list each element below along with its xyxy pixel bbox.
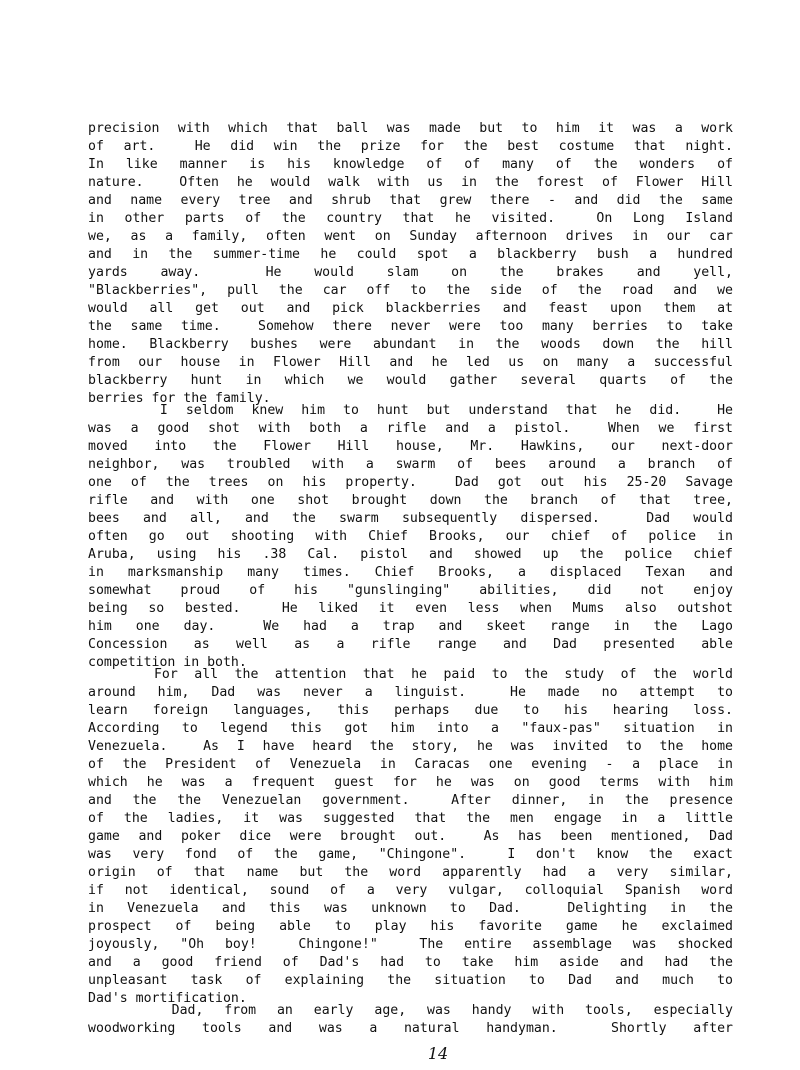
text-line: was a good shot with both a rifle and a pistol. When we first: [88, 421, 733, 436]
text-line: home. Blackberry bushes were abundant in the woods down the hill: [88, 337, 733, 352]
text-line: of the ladies, it was suggested that the men engage in a little: [88, 811, 733, 826]
text-line: of art. He did win the prize for the best costume that night.: [88, 139, 733, 154]
text-line: "Blackberries", pull the car off to the side of the road and we: [88, 283, 733, 298]
text-line: bees and all, and the swarm subsequently dispersed. Dad would: [88, 511, 733, 526]
text-line: Concession as well as a rifle range and Dad presented able: [88, 637, 733, 652]
text-line: in Venezuela and this was unknown to Dad. Delighting in the: [88, 901, 733, 916]
text-line: in marksmanship many times. Chief Brooks, a displaced Texan and: [88, 565, 733, 580]
paragraph-3: [88, 666, 733, 1008]
text-line: Aruba, using his .38 Cal. pistol and showed up the police chief: [88, 547, 733, 562]
text-line: game and poker dice were brought out. As has been mentioned, Dad: [88, 829, 733, 844]
text-line: Venezuela. As I have heard the story, he was invited to the home: [88, 739, 733, 754]
text-line: nature. Often he would walk with us in the forest of Flower Hill: [88, 175, 733, 190]
paragraph-2: [88, 402, 733, 672]
text-line: neighbor, was troubled with a swarm of bees around a branch of: [88, 457, 733, 472]
text-line: was very fond of the game, "Chingone". I don't know the exact: [88, 847, 733, 862]
text-line: berries for the family.: [88, 391, 271, 406]
text-line: somewhat proud of his "gunslinging" abilities, did not enjoy: [88, 583, 733, 598]
text-line: origin of that name but the word apparently had a very similar,: [88, 865, 733, 880]
text-line: For all the attention that he paid to the study of the world: [88, 667, 733, 682]
text-line: blackberry hunt in which we would gather several quarts of the: [88, 373, 733, 388]
text-line: would all get out and pick blackberries and feast upon them at: [88, 301, 733, 316]
text-line: I seldom knew him to hunt but understand that he did. He: [88, 403, 733, 418]
text-line: moved into the Flower Hill house, Mr. Hawkins, our next-door: [88, 439, 733, 454]
text-line: in other parts of the country that he visited. On Long Island: [88, 211, 733, 226]
text-line: often go out shooting with Chief Brooks, our chief of police in: [88, 529, 733, 544]
text-line: rifle and with one shot brought down the branch of that tree,: [88, 493, 733, 508]
text-line: According to legend this got him into a "faux-pas" situation in: [88, 721, 733, 736]
text-line: competition in both.: [88, 655, 247, 670]
text-line: one of the trees on his property. Dad got out his 25-20 Savage: [88, 475, 733, 490]
text-line: woodworking tools and was a natural handyman. Shortly after: [88, 1021, 733, 1036]
text-line: and in the summer-time he could spot a blackberry bush a hundred: [88, 247, 733, 262]
text-line: and the the Venezuelan government. After dinner, in the presence: [88, 793, 733, 808]
text-line: In like manner is his knowledge of of many of the wonders of: [88, 157, 733, 172]
text-line: precision with which that ball was made but to him it was a work: [88, 121, 733, 136]
text-line: Dad, from an early age, was handy with tools, especially: [88, 1003, 733, 1018]
text-line: prospect of being able to play his favorite game he exclaimed: [88, 919, 733, 934]
text-line: around him, Dad was never a linguist. He made no attempt to: [88, 685, 733, 700]
text-line: and a good friend of Dad's had to take him aside and had the: [88, 955, 733, 970]
page-number: 14: [427, 1044, 449, 1063]
text-line: learn foreign languages, this perhaps due to his hearing loss.: [88, 703, 733, 718]
text-line: and name every tree and shrub that grew there - and did the same: [88, 193, 733, 208]
text-line: him one day. We had a trap and skeet range in the Lago: [88, 619, 733, 634]
text-line: if not identical, sound of a very vulgar, colloquial Spanish word: [88, 883, 733, 898]
text-line: being so bested. He liked it even less when Mums also outshot: [88, 601, 733, 616]
text-line: joyously, "Oh boy! Chingone!" The entire assemblage was shocked: [88, 937, 733, 952]
paragraph-1: [88, 120, 733, 408]
paragraph-4: [88, 1002, 733, 1038]
text-line: the same time. Somehow there never were too many berries to take: [88, 319, 733, 334]
text-line: Dad's mortification.: [88, 991, 247, 1006]
text-line: of the President of Venezuela in Caracas one evening - a place in: [88, 757, 733, 772]
text-line: which he was a frequent guest for he was on good terms with him: [88, 775, 733, 790]
text-line: from our house in Flower Hill and he led us on many a successful: [88, 355, 733, 370]
text-line: unpleasant task of explaining the situation to Dad and much to: [88, 973, 733, 988]
text-line: we, as a family, often went on Sunday afternoon drives in our car: [88, 229, 733, 244]
text-line: yards away. He would slam on the brakes and yell,: [88, 265, 733, 280]
